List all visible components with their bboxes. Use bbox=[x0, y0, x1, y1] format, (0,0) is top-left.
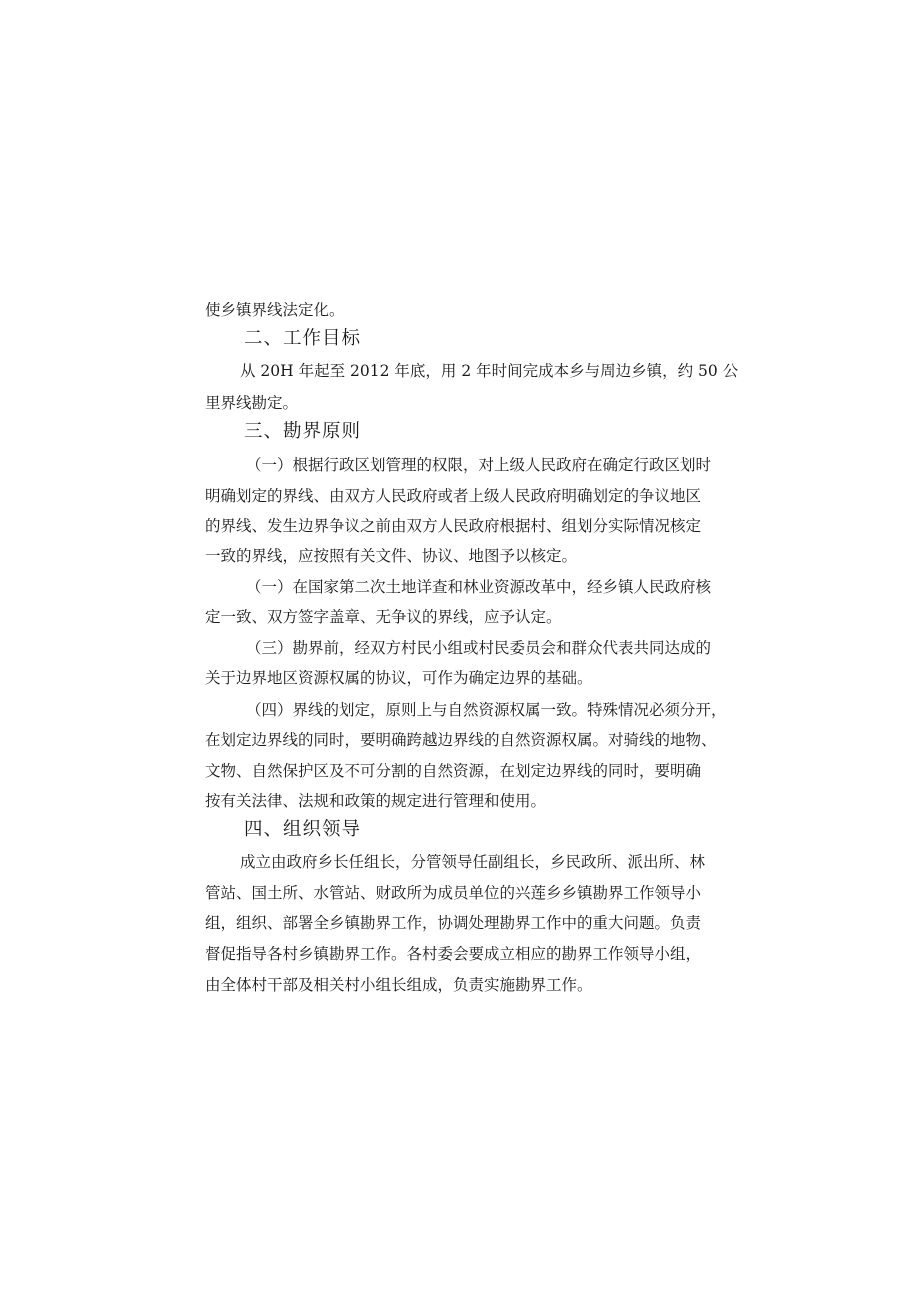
section-3-item-4-line-1: （四）界线的划定，原则上与自然资源权属一致。特殊情况必须分开， bbox=[246, 701, 727, 719]
section-3-item-4-line-4: 按有关法律、法规和政策的规定进行管理和使用。 bbox=[205, 792, 547, 810]
section-3-heading: 三、勘界原则 bbox=[244, 421, 362, 442]
section-3-item-1-line-3: 的界线、发生边界争议之前由双方人民政府根据村、组划分实际情况核定 bbox=[205, 517, 702, 535]
section-3-item-1-line-2: 明确划定的界线、由双方人民政府或者上级人民政府明确划定的争议地区 bbox=[205, 487, 702, 505]
section-3-item-4-line-2: 在划定边界线的同时，要明确跨越边界线的自然资源权属。对骑线的地物、 bbox=[205, 731, 717, 749]
section-4-heading: 四、组织领导 bbox=[244, 819, 362, 840]
section-4-line-1: 成立由政府乡长任组长，分管领导任副组长，乡民政所、派出所、林 bbox=[240, 853, 706, 871]
section-3-item-2-line-2: 定一致、双方签字盖章、无争议的界线，应予认定。 bbox=[205, 608, 562, 626]
section-3-item-4-line-3: 文物、自然保护区及不可分割的自然资源，在划定边界线的同时，要明确 bbox=[205, 762, 702, 780]
section-2-heading: 二、工作目标 bbox=[244, 328, 362, 349]
section-4-line-4: 督促指导各村乡镇勘界工作。各村委会要成立相应的勘界工作领导小组， bbox=[205, 945, 702, 963]
section-3-item-3-line-1: （三）勘界前，经双方村民小组或村民委员会和群众代表共同达成的 bbox=[246, 639, 712, 657]
intro-tail-line: 使乡镇界线法定化。 bbox=[205, 301, 345, 319]
section-4-line-5: 由全体村干部及相关村小组长组成，负责实施勘界工作。 bbox=[205, 976, 593, 994]
section-4-line-2: 管站、国土所、水管站、财政所为成员单位的兴莲乡乡镇勘界工作领导小 bbox=[205, 884, 702, 902]
section-2-line-1: 从 20H 年起至 2012 年底，用 2 年时间完成本乡与周边乡镇，约 50 公 bbox=[240, 362, 739, 380]
section-3-item-1-line-1: （一）根据行政区划管理的权限，对上级人民政府在确定行政区划时 bbox=[246, 456, 712, 474]
section-4-line-3: 组，组织、部署全乡镇勘界工作，协调处理勘界工作中的重大问题。负责 bbox=[205, 914, 702, 932]
section-3-item-1-line-4: 一致的界线，应按照有关文件、协议、地图予以核定。 bbox=[205, 547, 578, 565]
section-2-line-2: 里界线勘定。 bbox=[205, 394, 299, 412]
section-3-item-3-line-2: 关于边界地区资源权属的协议，可作为确定边界的基础。 bbox=[205, 669, 593, 687]
section-3-item-2-line-1: （一）在国家第二次土地详查和林业资源改革中，经乡镇人民政府核 bbox=[246, 578, 712, 596]
